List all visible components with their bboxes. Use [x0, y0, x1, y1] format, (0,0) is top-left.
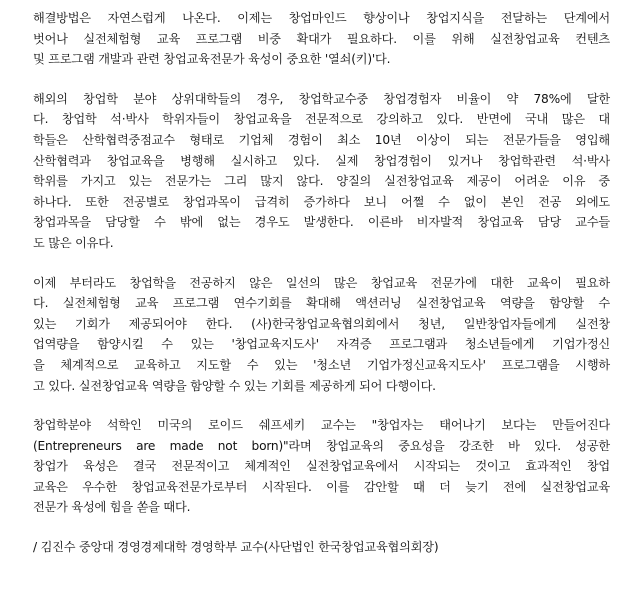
- text-line: 하나다. 또한 전공별로 창업과목이 급격히 증가하다 보니 어쩔 수 없이 본인 전공 외에도: [33, 194, 610, 209]
- text-line: 산학협력과 창업교육을 병행해 실시하고 있다. 실제 창업경험이 있거나 창업학관련 석·박사: [33, 153, 610, 168]
- paragraph-conclusion: [33, 415, 610, 518]
- text-line: 창업가 육성은 결국 전문적이고 체계적인 실전창업교육에서 시작되는 것이고 효과적인 창업: [33, 459, 610, 474]
- text-line: 이제 부터라도 창업학을 전공하지 않은 일선의 많은 창업교육 전문가에 대한 교육이 필요하: [33, 275, 610, 290]
- text-line: 도 많은 이유다.: [33, 235, 114, 250]
- text-line: (Entrepreneurs are made not born)"라며 창업교육의 중요성을 강조한 바 있다. 성공한: [33, 438, 610, 453]
- paragraph-solution: [33, 8, 610, 70]
- text-line: 교육은 우수한 창업교육전문가로부터 시작된다. 이를 감안할 때 더 늦기 전에 실전창업교육: [33, 479, 610, 494]
- text-line: 해결방법은 자연스럽게 나온다. 이제는 창업마인드 향상이나 창업지식을 전달하는 단계에서: [33, 11, 610, 25]
- paragraph-educator-training: [33, 273, 610, 397]
- text-line: 전문가 육성에 힘을 쏟을 때다.: [33, 500, 191, 515]
- paragraph-overseas-comparison: [33, 89, 610, 254]
- text-line: 다. 창업학 석·박사 학위자들이 창업교육을 전문적으로 강의하고 있다. 반면에 국내 많은 대: [33, 112, 610, 127]
- text-line: 을 체계적으로 교육하고 지도할 수 있는 '청소년 기업가정신교육지도사' 프로그램을 시행하: [33, 357, 610, 372]
- text-line: 해외의 창업학 분야 상위대학들의 경우, 창업학교수중 창업경험자 비율이 약 78%에 달한: [33, 91, 610, 106]
- text-line: 있는 기회가 제공되어야 한다. (사)한국창업교육협의회에서 청년, 일반창업자들에게 실전창: [33, 316, 610, 331]
- text-line: 창업학분야 석학인 미국의 로이드 쉐프세키 교수는 "창업자는 태어나기 보다는 만들어진다: [33, 418, 610, 433]
- text-line: 학들은 산학협력중점교수 형태로 기업체 경험이 최소 10년 이상이 되는 전문가들을 영입해: [33, 132, 610, 147]
- text-line: 업역량을 함양시킬 수 있는 '창업교육지도사' 자격증 프로그램과 청소년들에게 기업가정신: [33, 337, 610, 352]
- text-line: 벗어나 실전체험형 교육 프로그램 비중 확대가 필요하다. 이를 위해 실전창업교육 컨텐츠: [33, 31, 610, 46]
- text-line: 다. 실전체험형 교육 프로그램 연수기회를 확대해 액션러닝 실전창업교육 역량을 함양할 수: [33, 296, 610, 311]
- text-line: 창업과목을 담당할 수 밖에 없는 경우도 발생한다. 이른바 비자발적 창업교육 담당 교수들: [33, 215, 610, 230]
- author-signature: [33, 537, 610, 558]
- text-line: 학위를 가지고 있는 전문가는 그리 많지 않다. 양질의 실전창업교육 제공이 어려운 이유 중: [33, 174, 610, 189]
- text-line: 고 있다. 실전창업교육 역량을 함양할 수 있는 기회를 제공하게 되어 다행이다.: [33, 378, 436, 393]
- text-line: 및 프로그램 개발과 관련 창업교육전문가 육성이 중요한 '열쇠(키)'다.: [33, 52, 391, 67]
- signature-line: / 김진수 중앙대 경영경제대학 경영학부 교수(사단법인 한국창업교육협의회장): [33, 540, 439, 555]
